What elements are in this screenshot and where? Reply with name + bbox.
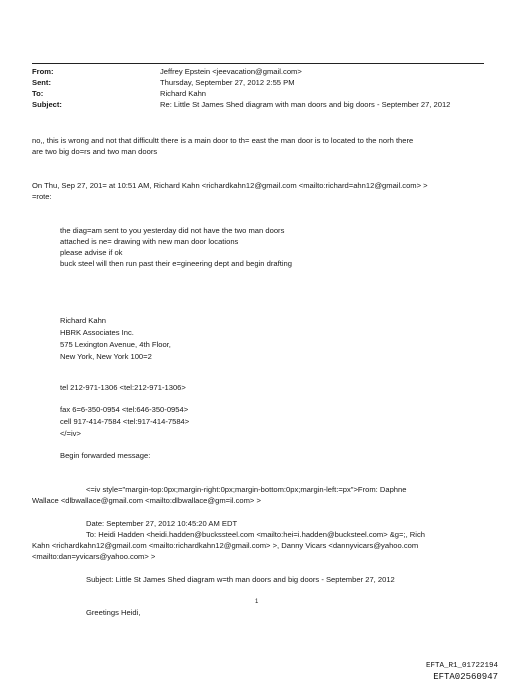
signature-tel: tel 212-971-1306 <tel:212-971-1306>	[60, 383, 186, 392]
signature-address-1: 575 Lexington Avenue, 4th Floor,	[60, 340, 171, 349]
reply-line-2: are two big do=rs and two man doors	[32, 147, 158, 156]
forwarded-date: Date: September 27, 2012 10:45:20 AM EDT	[86, 519, 238, 528]
signature-fax: fax 6=6-350-0954 <tel:646-350-0954>	[60, 405, 189, 414]
footer-reference-1: EFTA_R1_01722194	[425, 662, 498, 670]
quote-header-line-1: On Thu, Sep 27, 201= at 10:51 AM, Richard Kahn <richardkahn12@gmail.com <mailto:richard=ahn12@gmail.com> >	[32, 181, 428, 190]
sent-value: Thursday, September 27, 2012 2:55 PM	[160, 78, 295, 87]
reply-line-1: no,, this is wrong and not that difficultt there is a main door to th= east the man door is to located to the norh there	[32, 136, 414, 145]
forwarded-from-line-2: Wallace <dlbwallace@gmail.com <mailto:dlbwallace@gm=il.com> >	[32, 496, 261, 505]
forwarded-to-line-2: Kahn <richardkahn12@gmail.com <mailto:richardkahn12@gmail.com> >, Danny Vicars <dannyvicars@yahoo.com	[32, 541, 419, 550]
quote-header-line-2: =rote:	[32, 192, 52, 201]
header-top-rule	[32, 63, 484, 64]
to-label: To:	[32, 89, 44, 98]
from-value: Jeffrey Epstein <jeevacation@gmail.com>	[160, 67, 302, 76]
quoted-line-4: buck steel will then run past their e=gineering dept and begin drafting	[60, 259, 292, 268]
to-value: Richard Kahn	[160, 89, 207, 98]
forwarded-to-line-1: To: Heidi Hadden <heidi.hadden@buckssteel.com <mailto:hei=i.hadden@bucksteel.com> &g=;, Rich	[86, 530, 425, 539]
forwarded-subject: Subject: Little St James Shed diagram w=th man doors and big doors - September 27, 2012	[86, 575, 395, 584]
forwarded-to-line-3: <mailto:dan=yvicars@yahoo.com> >	[32, 552, 156, 561]
signature-address-2: New York, New York 100=2	[60, 352, 152, 361]
forwarded-greeting: Greetings Heidi,	[86, 608, 141, 617]
signature-close-tag: </=iv>	[60, 429, 81, 438]
signature-company: HBRK Associates Inc.	[60, 328, 134, 337]
page-number: 1	[255, 599, 259, 605]
quoted-line-1: the diag=am sent to you yesterday did not have the two man doors	[60, 226, 285, 235]
quoted-line-3: please advise if ok	[60, 248, 123, 257]
quoted-line-2: attached is ne= drawing with new man door locations	[60, 237, 239, 246]
subject-value: Re: Little St James Shed diagram with man doors and big doors - September 27, 2012	[160, 100, 451, 109]
sent-label: Sent:	[32, 78, 51, 87]
signature-cell: cell 917-414-7584 <tel:917-414-7584>	[60, 417, 190, 426]
forwarded-heading: Begin forwarded message:	[60, 451, 151, 460]
footer-reference-2: EFTA02560947	[433, 672, 498, 682]
subject-label: Subject:	[32, 100, 62, 109]
forwarded-from-line-1: <=iv style="margin-top:0px;margin-right:0px;margin-bottom:0px;margin-left:=px">From: Daphne	[86, 485, 407, 494]
signature-name: Richard Kahn	[60, 316, 107, 325]
from-label: From:	[32, 67, 54, 76]
